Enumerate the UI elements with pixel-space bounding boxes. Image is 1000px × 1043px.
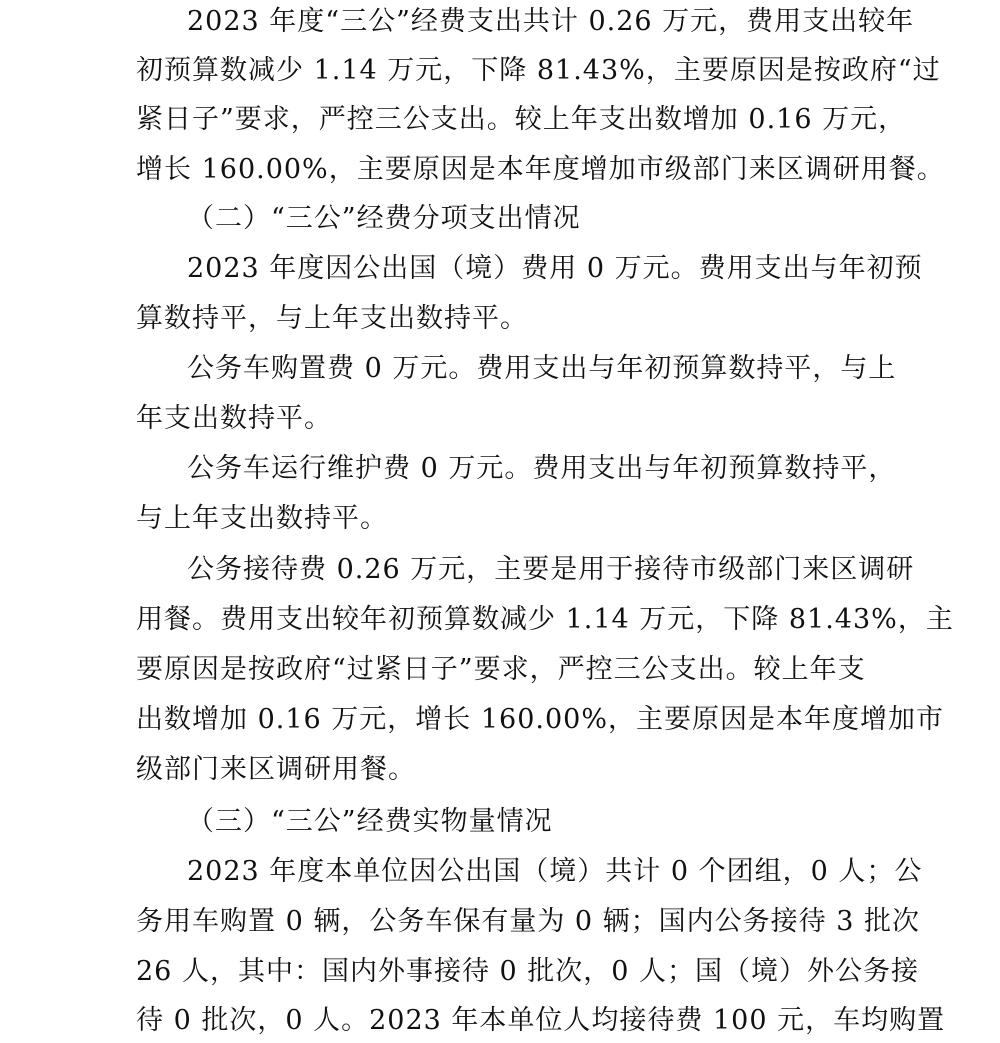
text-line: 级部门来区调研用餐。 [136, 754, 416, 785]
text-line: 出数增加 0.16 万元，增长 160.00%，主要原因是本年度增加市 [136, 704, 944, 735]
text-line: 2023 年度本单位因公出国（境）共计 0 个团组，0 人；公 [187, 856, 923, 887]
text-line: 紧日子”要求，严控三公支出。较上年支出数增加 0.16 万元， [136, 104, 907, 135]
text-line: 务用车购置 0 辆，公务车保有量为 0 辆；国内公务接待 3 批次 [136, 906, 921, 937]
text-line: 算数持平，与上年支出数持平。 [136, 303, 528, 334]
heading-line: （二）“三公”经费分项支出情况 [187, 203, 581, 234]
heading-line: （三）“三公”经费实物量情况 [187, 806, 553, 837]
text-line: 公务车购置费 0 万元。费用支出与年初预算数持平，与上 [187, 353, 897, 384]
text-line: 2023 年度“三公”经费支出共计 0.26 万元，费用支出较年 [187, 6, 915, 37]
text-line: 待 0 批次，0 人。2023 年本单位人均接待费 100 元，车均购置 [136, 1005, 946, 1036]
text-line: 年支出数持平。 [136, 403, 332, 434]
text-line: 要原因是按政府“过紧日子”要求，严控三公支出。较上年支 [136, 654, 866, 685]
text-line: 公务车运行维护费 0 万元。费用支出与年初预算数持平， [187, 453, 897, 484]
text-line: 2023 年度因公出国（境）费用 0 万元。费用支出与年初预 [187, 253, 923, 284]
text-line: 与上年支出数持平。 [136, 503, 388, 534]
text-line: 用餐。费用支出较年初预算数减少 1.14 万元，下降 81.43%，主 [136, 604, 954, 635]
text-line: 初预算数减少 1.14 万元，下降 81.43%，主要原因是按政府“过 [136, 55, 941, 86]
text-line: 增长 160.00%，主要原因是本年度增加市级部门来区调研用餐。 [136, 154, 945, 185]
text-line: 26 人，其中：国内外事接待 0 批次，0 人；国（境）外公务接 [136, 956, 920, 987]
text-line: 公务接待费 0.26 万元，主要是用于接待市级部门来区调研 [187, 554, 915, 585]
